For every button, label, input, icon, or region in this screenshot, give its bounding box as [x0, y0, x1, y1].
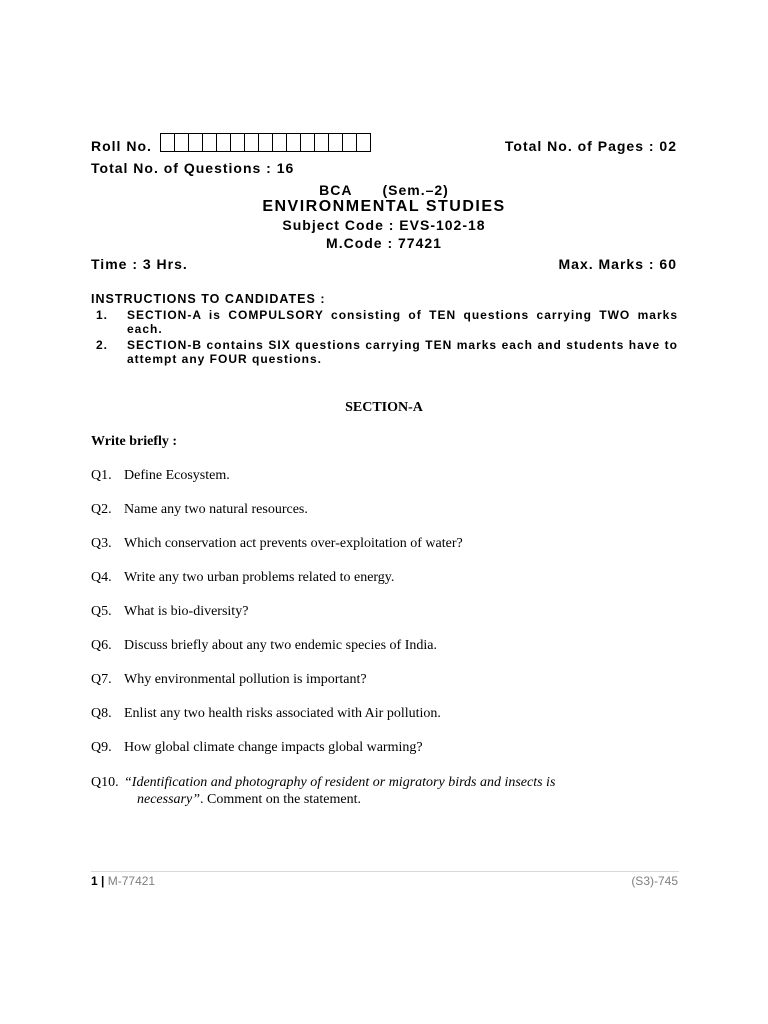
- subject-title: ENVIRONMENTAL STUDIES: [262, 198, 506, 215]
- footer-separator: |: [101, 874, 105, 888]
- question-text: What is bio-diversity?: [124, 604, 249, 619]
- question-number: Q2.: [91, 502, 112, 517]
- footer-paper-code: M-77421: [107, 874, 156, 888]
- question-number: Q6.: [91, 638, 112, 653]
- question-text: Discuss briefly about any two endemic species of India.: [124, 638, 437, 653]
- quoted-statement-line1: “Identification and photography of resident or migratory birds and insects is: [124, 775, 556, 790]
- question-text: Why environmental pollution is important?: [124, 672, 367, 687]
- section-title: SECTION-A: [345, 400, 423, 415]
- course-line: [0, 182, 768, 198]
- question-text: [124, 774, 679, 808]
- question-number: Q4.: [91, 570, 112, 585]
- page-number: 1: [91, 874, 98, 888]
- question-text: Name any two natural resources.: [124, 502, 308, 517]
- course-name: BCA: [319, 182, 353, 198]
- question-number: Q5.: [91, 604, 112, 619]
- question-text: How global climate change impacts global warming?: [124, 740, 423, 755]
- total-pages: Total No. of Pages : 02: [504, 138, 677, 154]
- instruction-text: SECTION-B contains SIX questions carrying TEN marks each and students have to attempt any FOUR questions.: [127, 338, 678, 366]
- question-number: Q10.: [91, 775, 119, 790]
- question-number: Q1.: [91, 468, 112, 483]
- instruction-item: [96, 339, 678, 367]
- question-number: Q3.: [91, 536, 112, 551]
- question-item: [91, 774, 679, 810]
- subject-code: Subject Code : EVS-102-18: [282, 217, 486, 233]
- m-code: M.Code : 77421: [326, 235, 442, 251]
- instruction-number: 1.: [96, 308, 109, 322]
- footer-divider: [91, 871, 679, 872]
- total-questions: Total No. of Questions : 16: [91, 160, 295, 176]
- quoted-statement-line2: necessary”: [137, 792, 200, 807]
- max-marks: Max. Marks : 60: [558, 256, 677, 272]
- instruction-text: SECTION-A is COMPULSORY consisting of TEN questions carrying TWO marks each.: [127, 308, 678, 336]
- question-text: Define Ecosystem.: [124, 468, 230, 483]
- question-text: Which conservation act prevents over-exploitation of water?: [124, 536, 463, 551]
- semester: (Sem.–2): [382, 182, 449, 198]
- instruction-number: 2.: [96, 338, 109, 352]
- question-instruction: . Comment on the statement.: [200, 792, 361, 807]
- section-subtitle: Write briefly :: [91, 434, 178, 449]
- roll-no-boxes: [160, 133, 371, 152]
- question-text: Write any two urban problems related to energy.: [124, 570, 395, 585]
- question-number: Q7.: [91, 672, 112, 687]
- footer-right-code: (S3)-745: [631, 874, 678, 888]
- exam-time: Time : 3 Hrs.: [91, 256, 188, 272]
- question-text: Enlist any two health risks associated with Air pollution.: [124, 706, 441, 721]
- question-number: Q8.: [91, 706, 112, 721]
- question-number: Q9.: [91, 740, 112, 755]
- roll-no-label: Roll No.: [91, 138, 152, 154]
- footer-left: [91, 874, 155, 888]
- instruction-item: [96, 309, 678, 337]
- instructions-heading: INSTRUCTIONS TO CANDIDATES :: [91, 292, 326, 306]
